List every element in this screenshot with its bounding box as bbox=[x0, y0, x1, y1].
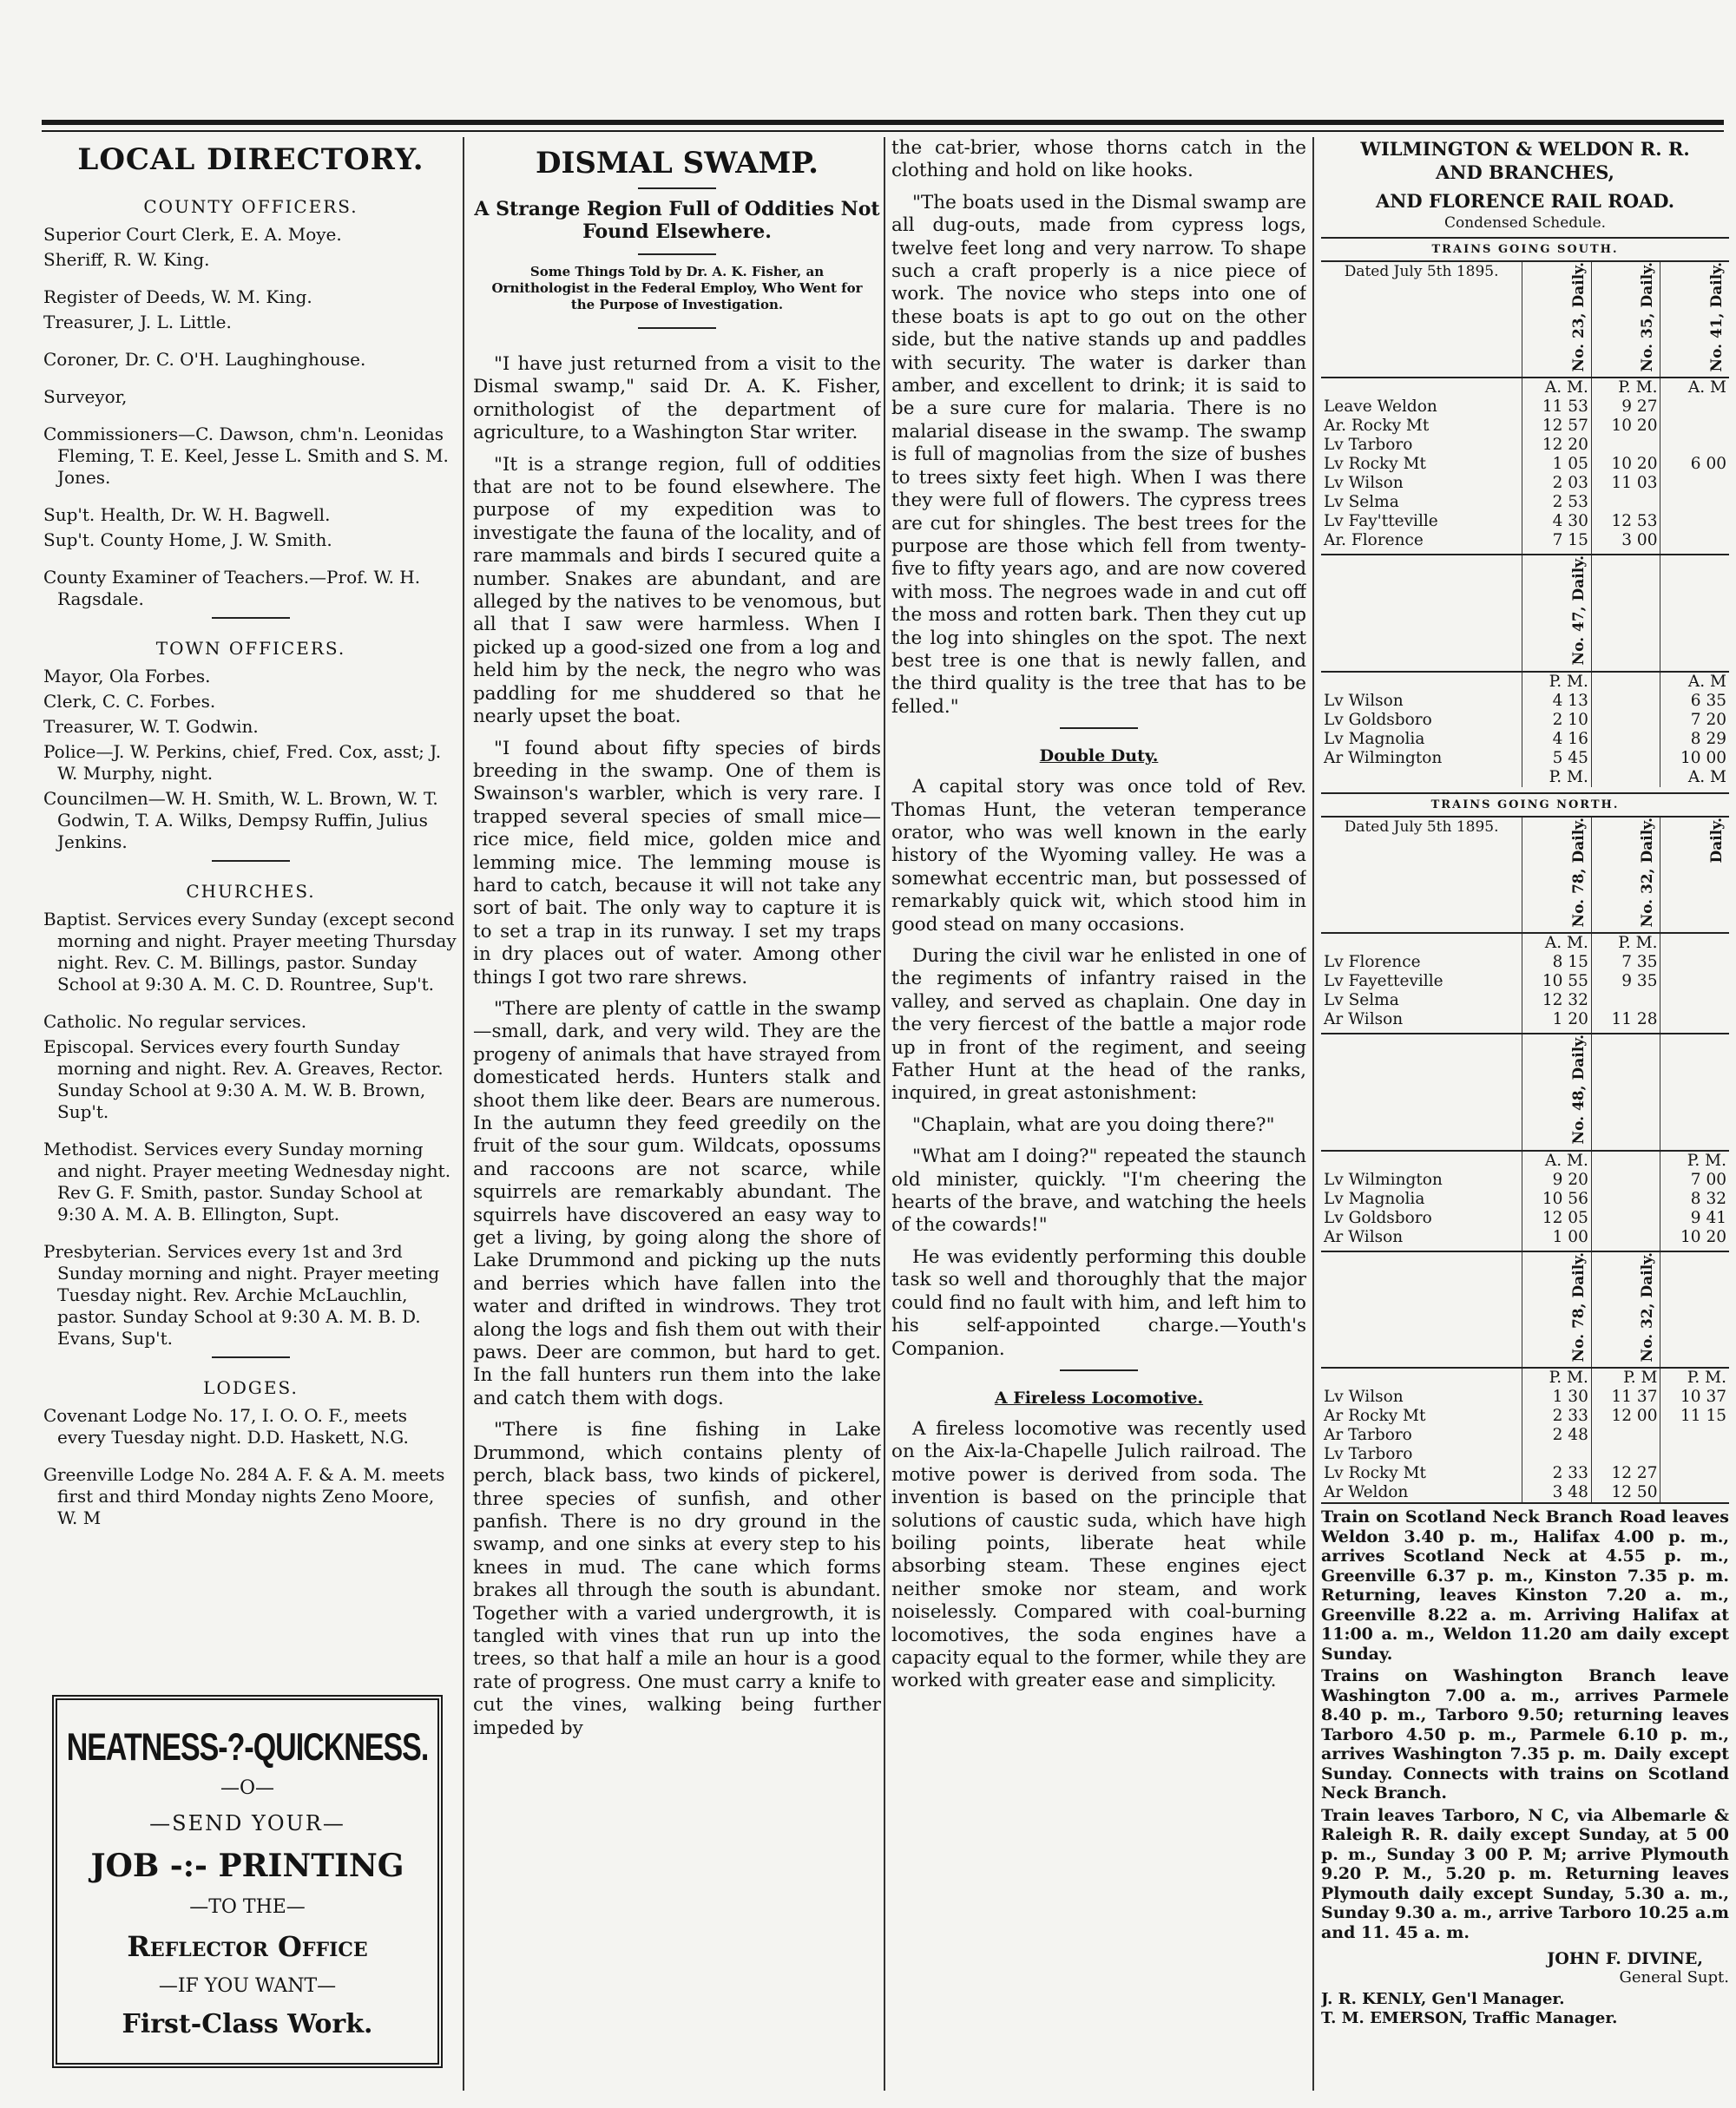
train-column-header: No. 78, Daily. bbox=[1569, 1251, 1588, 1363]
county-officer: Register of Deeds, W. M. King. bbox=[43, 286, 312, 307]
time-cell: 2 53 bbox=[1522, 493, 1592, 512]
timetable-row bbox=[1321, 1190, 1729, 1209]
train-column-header: No. 32, Daily. bbox=[1639, 1251, 1657, 1363]
time-cell bbox=[1591, 672, 1660, 692]
time-cell bbox=[1522, 1445, 1592, 1464]
time-cell: 2 10 bbox=[1522, 711, 1592, 730]
column-divider bbox=[463, 137, 464, 2091]
time-cell: 10 00 bbox=[1660, 749, 1729, 768]
swamp-continued: the cat-brier, whose thorns catch in the clothing and hold on like hooks. bbox=[891, 137, 1306, 182]
timetable-row bbox=[1321, 1209, 1729, 1228]
time-cell bbox=[1660, 436, 1729, 455]
train-column-header: Daily. bbox=[1708, 817, 1726, 864]
double-duty-paragraph: A capital story was once told of Rev. Thomas Hunt, the veteran temperance orator, who was well known in the early history of the Wyoming valley. He was a somewhat eccentric man, but possessed of remarkably quick wit, which stood him in good stead on many occasions. bbox=[891, 776, 1306, 936]
time-cell: A. M. bbox=[1522, 378, 1592, 397]
ad-job-printing: JOB -:- PRINTING bbox=[90, 1848, 404, 1884]
station-cell: Lv Wilmington bbox=[1324, 1170, 1443, 1189]
church-entry: Presbyterian. Services every 1st and 3rd Sunday morning and night. Prayer meeting Tuesday night. Rev. Archie McLauchlin, pastor. Sunday School at 9:30 A. M. B. D. Evans, Sup't. bbox=[43, 1241, 440, 1349]
time-cell bbox=[1591, 730, 1660, 749]
church-entry: Episcopal. Services every fourth Sunday morning and night. Rev. A. Greaves, Rector. Sunday School at 9:30 A. M. W. B. Brown, Sup't. bbox=[43, 1036, 444, 1122]
time-cell: A. M bbox=[1660, 768, 1729, 787]
time-cell bbox=[1660, 512, 1729, 531]
branch-note: Train leaves Tarboro, N C, via Albemarle & Raleigh R. R. daily except Sunday, at 5 00 p. m., Sunday 3 00 P. M; arrive Plymouth 9.20 P. M., 5.20 p. m. Returning leaves Plymouth daily except Sunday, 5.30 a. m., Sunday 9.30 a. m., arrive Tarboro 10.25 a.m and 11. 45 a. m. bbox=[1321, 1805, 1729, 1942]
train-column-header: No. 41, Daily. bbox=[1708, 262, 1726, 372]
south-heading: TRAINS GOING SOUTH. bbox=[1321, 237, 1729, 262]
station-cell: Leave Weldon bbox=[1324, 397, 1437, 417]
time-cell bbox=[1660, 991, 1729, 1010]
timetable-north bbox=[1321, 818, 1729, 1502]
station-cell: Lv Tarboro bbox=[1324, 436, 1413, 455]
county-heading: COUNTY OFFICERS. bbox=[143, 196, 358, 217]
county-officer: Superior Court Clerk, E. A. Moye. bbox=[43, 224, 342, 245]
time-cell: 4 16 bbox=[1522, 730, 1592, 749]
time-cell: 7 00 bbox=[1660, 1171, 1729, 1190]
time-cell: 4 13 bbox=[1522, 692, 1592, 711]
time-cell: P. M. bbox=[1591, 378, 1660, 397]
train-column-header: No. 23, Daily. bbox=[1569, 262, 1588, 372]
time-cell bbox=[1660, 531, 1729, 550]
timetable-row bbox=[1321, 972, 1729, 991]
churches-list bbox=[43, 909, 458, 1350]
county-officer: County Examiner of Teachers.—Prof. W. H. Ragsdale. bbox=[43, 567, 421, 609]
time-cell: 9 41 bbox=[1660, 1209, 1729, 1228]
station-cell: Lv Tarboro bbox=[1324, 1445, 1413, 1464]
branch-notes bbox=[1321, 1502, 1729, 1942]
ad-reflector-office: Reflector Office bbox=[127, 1930, 368, 1963]
time-cell: 6 00 bbox=[1660, 455, 1729, 474]
timetable-row bbox=[1321, 692, 1729, 711]
time-cell: 9 27 bbox=[1591, 397, 1660, 417]
station-cell: Ar Wilmington bbox=[1324, 748, 1443, 767]
time-cell: 12 00 bbox=[1591, 1407, 1660, 1426]
lodges-heading: LODGES. bbox=[203, 1377, 299, 1398]
branch-note: Trains on Washington Branch leave Washington 7.00 a. m., arrives Parmele 8.40 p. m., Tarboro 9.50; returning leaves Tarboro 4.50 p. m., Parmele 6.10 p. m., arrives Washington 7.35 p. m. Daily except Sunday. Connects with trains on Scotland Neck Branch. bbox=[1321, 1666, 1729, 1803]
railroad-heading: WILMINGTON & WELDON R. R. bbox=[1360, 138, 1690, 160]
timetable-row bbox=[1321, 474, 1729, 493]
church-entry: Baptist. Services every Sunday (except second morning and night. Prayer meeting Thursday night. Rev. C. M. Billings, pastor. Sunday School at 9:30 A. M. C. D. Rountree, Sup't. bbox=[43, 909, 457, 995]
double-duty-paragraph: During the civil war he enlisted in one of the regiments of infantry raised in the valley, and served as chaplain. One day in the very fiercest of the battle a major rode up in front of the regiment, and seeing Father Hunt at the head of the ranks, inquired, in great astonishment: bbox=[891, 945, 1306, 1105]
town-officer: Mayor, Ola Forbes. bbox=[43, 666, 211, 686]
timetable-row bbox=[1321, 933, 1729, 953]
time-cell bbox=[1660, 397, 1729, 417]
column-divider bbox=[1312, 137, 1314, 2091]
time-cell bbox=[1591, 1171, 1660, 1190]
station-cell: Lv Wilson bbox=[1324, 1388, 1404, 1407]
ad-send-your: —SEND YOUR— bbox=[149, 1811, 345, 1835]
lodges-list bbox=[43, 1405, 458, 1529]
time-cell: 9 35 bbox=[1591, 972, 1660, 991]
time-cell: 11 37 bbox=[1591, 1388, 1660, 1407]
ad-if-you-want: —IF YOU WANT— bbox=[158, 1975, 337, 1997]
time-cell: 10 20 bbox=[1591, 417, 1660, 436]
time-cell bbox=[1660, 972, 1729, 991]
timetable-row bbox=[1321, 953, 1729, 972]
church-entry: Methodist. Services every Sunday morning and night. Prayer meeting Wednesday night. Rev G. F. Smith, pastor. Sunday School at 9:30 A. M. A. B. Ellington, Supt. bbox=[43, 1139, 451, 1225]
station-cell: Lv Rocky Mt bbox=[1324, 1464, 1426, 1483]
swamp-subtitle: A Strange Region Full of Oddities Not Found Elsewhere. bbox=[474, 198, 880, 243]
town-officer: Police—J. W. Perkins, chief, Fred. Cox, asst; J. W. Murphy, night. bbox=[43, 741, 442, 784]
time-cell: 12 32 bbox=[1522, 991, 1592, 1010]
time-cell: P. M. bbox=[1660, 1151, 1729, 1171]
local-directory-column bbox=[43, 137, 458, 2091]
county-officers-list bbox=[43, 224, 458, 610]
signature-title: General Supt. bbox=[1619, 1968, 1729, 1987]
time-cell bbox=[1591, 991, 1660, 1010]
station-cell: Lv Rocky Mt bbox=[1324, 455, 1426, 474]
section-divider bbox=[212, 860, 290, 862]
signature-name: JOHN F. DIVINE, bbox=[1547, 1949, 1703, 1969]
time-cell: A. M. bbox=[1522, 1151, 1592, 1171]
time-cell: 5 45 bbox=[1522, 749, 1592, 768]
timetable-row bbox=[1321, 455, 1729, 474]
time-cell: 11 28 bbox=[1591, 1010, 1660, 1029]
stories-column bbox=[891, 137, 1306, 2091]
time-cell bbox=[1660, 1464, 1729, 1483]
fireless-paragraph: A fireless locomotive was recently used on the Aix-la-Chapelle Julich railroad. The motive power is derived from soda. The invention is based on the principle that solutions of caustic suda, which have high boiling points, liberate heat while absorbing steam. These engines eject neither smoke nor steam, and work noiselessly. Compared with coal-burning locomotives, the soda engines have a capacity equal to the former, while they are worked with greater ease and simplicity. bbox=[891, 1417, 1306, 1692]
station-cell: Lv Fayetteville bbox=[1324, 972, 1443, 991]
swamp-deck: Some Things Told by Dr. A. K. Fisher, an Ornithologist in the Federal Employ, Who Went for the Purpose of Investigation. bbox=[491, 264, 863, 312]
station-cell: Ar Tarboro bbox=[1324, 1426, 1412, 1445]
train-column-header: No. 48, Daily. bbox=[1569, 1034, 1588, 1145]
station-cell bbox=[1321, 768, 1522, 787]
county-officer: Treasurer, J. L. Little. bbox=[43, 312, 232, 332]
column-divider bbox=[884, 137, 885, 2091]
section-divider bbox=[212, 617, 290, 619]
time-cell bbox=[1660, 1445, 1729, 1464]
county-officer: Commissioners—C. Dawson, chm'n. Leonidas Fleming, T. E. Keel, Jesse L. Smith and S. M. Jones. bbox=[43, 424, 449, 488]
swamp-paragraph: "There are plenty of cattle in the swamp—small, dark, and very wild. They are the progeny of animals that have strayed from domesticated herds. Hunters stalk and shoot them like deer. Bears are numerous. In the autumn they feed greedily on the fruit of the sour gum. Wildcats, opossums and raccoons are not scarce, while squirrels are remarkably abundant. The squirrels have discovered an easy way to get a living, by going along the shore of Lake Drummond and picking up the nuts and berries which have fallen into the water and drifted in windrows. They trot along the logs and fish them out with their paws. Deer are common, but hard to get. In the fall hunters run them into the lake and catch them with dogs. bbox=[473, 997, 881, 1409]
time-cell bbox=[1591, 1426, 1660, 1445]
time-cell: 7 20 bbox=[1660, 711, 1729, 730]
time-cell: 12 05 bbox=[1522, 1209, 1592, 1228]
time-cell: 3 00 bbox=[1591, 531, 1660, 550]
double-duty-paragraph: "Chaplain, what are you doing there?" bbox=[912, 1113, 1275, 1136]
timetable-row bbox=[1321, 436, 1729, 455]
timetable-row bbox=[1321, 711, 1729, 730]
timetable-row bbox=[1321, 531, 1729, 550]
station-cell: Ar Rocky Mt bbox=[1324, 1407, 1426, 1426]
time-cell bbox=[1591, 493, 1660, 512]
branch-note: Train on Scotland Neck Branch Road leaves Weldon 3.40 p. m., Halifax 4.00 p. m., arrives Scotland Neck at 4.55 p. m., Greenville 6.37 p. m., Kinston 7.35 p. m. Returning, leaves Kinston 7.20 a. m., Greenville 8.22 a. m. Arriving Halifax at 11:00 a. m., Weldon 11.20 am daily except Sunday. bbox=[1321, 1507, 1729, 1664]
swamp-continued: "The boats used in the Dismal swamp are all dug-outs, made from cypress logs, twelve feet long and very narrow. To shape such a craft properly is a nice piece of work. The novice who steps into one of these boats is apt to go out on the other side, but the native stands up and paddles with security. The water is darker than amber, and excellent to drink; it is said to be a sure cure for malaria. There is no malarial disease in the swamp. The swamp is full of magnolias from the size of bushes to trees sixty feet high. When I was there they were full of flowers. The cypress trees are cut for shingles. The best trees for the purpose are those which fell from twenty-five to fifty years ago, and are now covered with moss. The negroes wade in and cut off the moss and rotten bark. Then they cut up the log into shingles on the spot. The next best tree is one that is newly fallen, and the third quality is the tree that has to be felled." bbox=[891, 191, 1306, 718]
county-officer: Sup't. County Home, J. W. Smith. bbox=[43, 529, 332, 550]
time-cell bbox=[1591, 711, 1660, 730]
time-cell: 10 56 bbox=[1522, 1190, 1592, 1209]
timetable-row bbox=[1321, 1426, 1729, 1445]
swamp-paragraph: "It is a strange region, full of oddities that are not to be found elsewhere. The purpose of my expedition was to investigate the fauna of the locality, and of rare mammals and birds I secured quite a number. Snakes are abundant, and are alleged by the natives to be venomous, but all that I saw were harmless. When I picked up a good-sized one from a log and held him by the neck, the negro who was paddling for me shuddered so that he nearly upset the boat. bbox=[473, 453, 881, 728]
ad-ornament: —O— bbox=[220, 1777, 275, 1799]
county-officer: Coroner, Dr. C. O'H. Laughinghouse. bbox=[43, 349, 366, 370]
time-cell: 9 20 bbox=[1522, 1171, 1592, 1190]
time-cell: 8 15 bbox=[1522, 953, 1592, 972]
time-cell: 2 48 bbox=[1522, 1426, 1592, 1445]
time-cell: A. M bbox=[1660, 672, 1729, 692]
time-cell: 10 37 bbox=[1660, 1388, 1729, 1407]
time-cell: 6 35 bbox=[1660, 692, 1729, 711]
time-cell bbox=[1660, 933, 1729, 953]
timetable-row bbox=[1321, 1228, 1729, 1247]
station-cell: Lv Wilson bbox=[1324, 691, 1404, 710]
timetable-row bbox=[1321, 730, 1729, 749]
story-divider bbox=[1060, 1369, 1138, 1371]
time-cell bbox=[1591, 1228, 1660, 1247]
time-cell: 1 00 bbox=[1522, 1228, 1592, 1247]
timetable-row bbox=[1321, 991, 1729, 1010]
time-cell: 11 53 bbox=[1522, 397, 1592, 417]
timetable-south bbox=[1321, 262, 1729, 787]
dismal-swamp-column bbox=[473, 137, 881, 2091]
station-cell: Ar. Rocky Mt bbox=[1324, 417, 1430, 436]
train-column-header: No. 78, Daily. bbox=[1569, 817, 1588, 928]
north-heading: TRAINS GOING NORTH. bbox=[1321, 792, 1729, 818]
timetable-row bbox=[1321, 512, 1729, 531]
town-heading: TOWN OFFICERS. bbox=[155, 638, 346, 659]
swamp-paragraph: "I have just returned from a visit to the Dismal swamp," said Dr. A. K. Fisher, ornithologist of the department of agriculture, to a Washington Star writer. bbox=[473, 353, 881, 444]
masthead-rule bbox=[42, 120, 1724, 125]
time-cell: 1 05 bbox=[1522, 455, 1592, 474]
time-cell: 12 53 bbox=[1591, 512, 1660, 531]
town-officer: Councilmen—W. H. Smith, W. L. Brown, W. T. Godwin, T. A. Wilks, Dempsy Ruffin, Julius Jenkins. bbox=[43, 788, 438, 852]
lodge-entry: Covenant Lodge No. 17, I. O. O. F., meets every Tuesday night. D.D. Haskett, N.G. bbox=[43, 1405, 409, 1448]
station-cell: Lv Selma bbox=[1324, 493, 1399, 512]
title-rule bbox=[638, 187, 716, 189]
time-cell: 11 03 bbox=[1591, 474, 1660, 493]
timetable-row bbox=[1321, 1151, 1729, 1171]
timetable-row bbox=[1321, 493, 1729, 512]
story-divider bbox=[1060, 727, 1138, 729]
station-cell bbox=[1321, 1368, 1522, 1388]
time-cell: A. M. bbox=[1522, 933, 1592, 953]
time-cell bbox=[1591, 768, 1660, 787]
time-cell: 10 20 bbox=[1660, 1228, 1729, 1247]
station-cell: Lv Magnolia bbox=[1324, 729, 1425, 748]
ad-headline: NEATNESS-?-QUICKNESS. bbox=[66, 1726, 429, 1770]
double-duty-paragraph: He was evidently performing this double task so well and thoroughly that the major could find no fault with him, and left him to his self-appointed charge.—Youth's Companion. bbox=[891, 1245, 1306, 1360]
directory-title: LOCAL DIRECTORY. bbox=[77, 142, 424, 177]
county-officer: Sheriff, R. W. King. bbox=[43, 249, 210, 270]
ad-to-the: —TO THE— bbox=[189, 1896, 306, 1918]
railroad-heading: AND BRANCHES, bbox=[1436, 161, 1614, 183]
station-cell: Lv Wilson bbox=[1324, 474, 1404, 493]
time-cell bbox=[1591, 1190, 1660, 1209]
swamp-title: DISMAL SWAMP. bbox=[535, 146, 819, 181]
time-cell bbox=[1591, 1445, 1660, 1464]
station-cell: Lv Goldsboro bbox=[1324, 1208, 1432, 1227]
time-cell: 12 50 bbox=[1591, 1483, 1660, 1502]
section-divider bbox=[212, 1356, 290, 1358]
railroad-column bbox=[1321, 137, 1729, 2091]
train-column-header: No. 35, Daily. bbox=[1639, 262, 1657, 372]
manager-line: T. M. EMERSON, Traffic Manager. bbox=[1321, 2009, 1618, 2028]
county-officer: Surveyor, bbox=[43, 386, 128, 407]
time-cell: 8 29 bbox=[1660, 730, 1729, 749]
time-cell bbox=[1660, 417, 1729, 436]
time-cell bbox=[1660, 1010, 1729, 1029]
dated-label: Dated July 5th 1895. bbox=[1321, 818, 1522, 933]
time-cell bbox=[1660, 474, 1729, 493]
time-cell: P. M. bbox=[1660, 1368, 1729, 1388]
double-duty-title: Double Duty. bbox=[1039, 746, 1159, 766]
station-cell bbox=[1321, 672, 1522, 692]
time-cell bbox=[1591, 749, 1660, 768]
time-cell bbox=[1591, 436, 1660, 455]
swamp-paragraph: "There is fine fishing in Lake Drummond, which contains plenty of perch, black bass, two kinds of pickerel, three species of sunfish, and other panfish. There is no dry ground in the swamp, and one sinks at every step to his knees in mud. The cane which forms brakes all through the south is abundant. Together with a varied undergrowth, it is tangled with vines that run up into the trees, so that half a mile an hour is a good rate of progress. One must carry a knife to cut the vines, walking being further impeded by bbox=[473, 1419, 881, 1739]
time-cell: P. M. bbox=[1522, 1368, 1592, 1388]
timetable-row bbox=[1321, 1368, 1729, 1388]
time-cell: P. M. bbox=[1522, 768, 1592, 787]
timetable-row bbox=[1321, 1171, 1729, 1190]
time-cell: A. M bbox=[1660, 378, 1729, 397]
time-cell: 12 57 bbox=[1522, 417, 1592, 436]
station-cell: Lv Florence bbox=[1324, 953, 1421, 972]
time-cell: 7 35 bbox=[1591, 953, 1660, 972]
timetable-row bbox=[1321, 1445, 1729, 1464]
time-cell: 3 48 bbox=[1522, 1483, 1592, 1502]
station-cell bbox=[1321, 1151, 1522, 1171]
time-cell: 4 30 bbox=[1522, 512, 1592, 531]
time-cell bbox=[1591, 1151, 1660, 1171]
time-cell: P. M. bbox=[1522, 672, 1592, 692]
double-duty-paragraph: "What am I doing?" repeated the staunch old minister, quickly. "I'm cheering the hearts of the brave, and watching the heels of the cowards!" bbox=[891, 1146, 1306, 1237]
time-cell bbox=[1660, 1426, 1729, 1445]
timetable-row bbox=[1321, 749, 1729, 768]
title-rule bbox=[638, 253, 716, 255]
time-cell: 7 15 bbox=[1522, 531, 1592, 550]
printing-advertisement bbox=[52, 1695, 443, 2068]
church-entry: Catholic. No regular services. bbox=[43, 1011, 307, 1032]
time-cell: 12 27 bbox=[1591, 1464, 1660, 1483]
timetable-row bbox=[1321, 1010, 1729, 1029]
time-cell: 10 55 bbox=[1522, 972, 1592, 991]
time-cell: 8 32 bbox=[1660, 1190, 1729, 1209]
station-cell: Lv Magnolia bbox=[1324, 1189, 1425, 1208]
town-officer: Treasurer, W. T. Godwin. bbox=[43, 716, 259, 737]
time-cell: P. M bbox=[1591, 1368, 1660, 1388]
station-cell: Lv Fay'tteville bbox=[1324, 512, 1438, 531]
station-cell bbox=[1321, 378, 1522, 397]
dated-label: Dated July 5th 1895. bbox=[1321, 262, 1522, 378]
time-cell: 2 03 bbox=[1522, 474, 1592, 493]
timetable-row bbox=[1321, 672, 1729, 692]
station-cell: Ar Wilson bbox=[1324, 1227, 1404, 1246]
railroad-heading: AND FLORENCE RAIL ROAD. bbox=[1375, 190, 1675, 212]
train-column-header: No. 32, Daily. bbox=[1639, 817, 1657, 928]
time-cell bbox=[1660, 953, 1729, 972]
ad-first-class-work: First-Class Work. bbox=[122, 2009, 373, 2039]
churches-heading: CHURCHES. bbox=[186, 881, 316, 902]
time-cell: 1 20 bbox=[1522, 1010, 1592, 1029]
time-cell: P. M. bbox=[1591, 933, 1660, 953]
station-cell: Ar Wilson bbox=[1324, 1010, 1404, 1029]
timetable-row bbox=[1321, 378, 1729, 397]
masthead-rule-thin bbox=[42, 130, 1724, 132]
timetable-row bbox=[1321, 1483, 1729, 1502]
time-cell: 12 20 bbox=[1522, 436, 1592, 455]
time-cell: 1 30 bbox=[1522, 1388, 1592, 1407]
condensed-schedule: Condensed Schedule. bbox=[1443, 214, 1607, 232]
title-rule bbox=[638, 327, 716, 329]
station-cell: Lv Selma bbox=[1324, 991, 1399, 1010]
station-cell: Ar Weldon bbox=[1324, 1483, 1409, 1502]
station-cell: Ar. Florence bbox=[1324, 531, 1424, 550]
town-officers-list bbox=[43, 666, 458, 853]
timetable-row bbox=[1321, 768, 1729, 787]
timetable-row bbox=[1321, 397, 1729, 417]
time-cell: 10 20 bbox=[1591, 455, 1660, 474]
time-cell: 2 33 bbox=[1522, 1464, 1592, 1483]
time-cell bbox=[1591, 692, 1660, 711]
town-officer: Clerk, C. C. Forbes. bbox=[43, 691, 216, 712]
timetable-row bbox=[1321, 417, 1729, 436]
fireless-title: A Fireless Locomotive. bbox=[994, 1388, 1204, 1408]
time-cell bbox=[1591, 1209, 1660, 1228]
train-column-header: No. 47, Daily. bbox=[1569, 555, 1588, 666]
time-cell bbox=[1660, 1483, 1729, 1502]
station-cell bbox=[1321, 933, 1522, 953]
time-cell: 11 15 bbox=[1660, 1407, 1729, 1426]
county-officer: Sup't. Health, Dr. W. H. Bagwell. bbox=[43, 504, 331, 525]
swamp-paragraph: "I found about fifty species of birds breeding in the swamp. One of them is Swainson's warbler, which is very rare. I trapped several species of small mice—rice mice, field mice, golden mice and lemming mice. The lemming mouse is hard to catch, because it will not take any sort of bait. The only way to capture it is to set a trap in its runway. I set my traps in dry places out of water. Among other things I got two rare shrews. bbox=[473, 737, 881, 988]
lodge-entry: Greenville Lodge No. 284 A. F. & A. M. meets first and third Monday nights Zeno Moore, W. M bbox=[43, 1464, 445, 1528]
timetable-row bbox=[1321, 1388, 1729, 1407]
time-cell: 2 33 bbox=[1522, 1407, 1592, 1426]
timetable-row bbox=[1321, 1464, 1729, 1483]
timetable-row bbox=[1321, 1407, 1729, 1426]
manager-line: J. R. KENLY, Gen'l Manager. bbox=[1321, 1990, 1565, 2009]
time-cell bbox=[1660, 493, 1729, 512]
station-cell: Lv Goldsboro bbox=[1324, 710, 1432, 729]
